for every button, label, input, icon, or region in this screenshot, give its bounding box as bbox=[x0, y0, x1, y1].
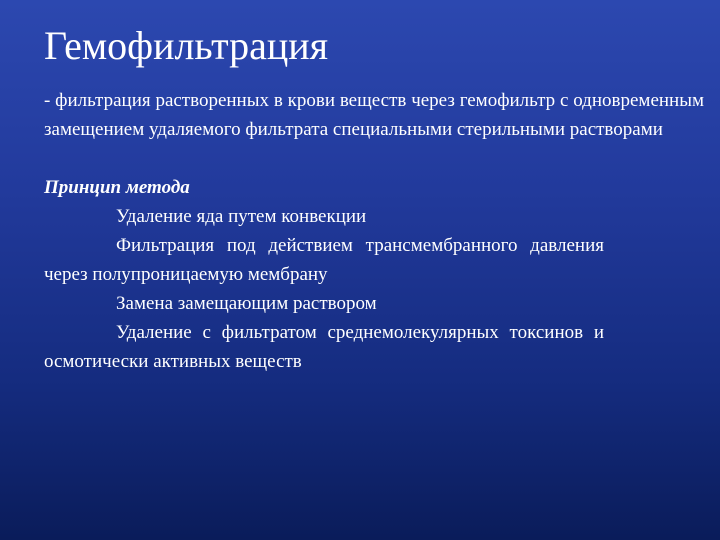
principles-list bbox=[44, 202, 604, 376]
slide-title: Гемофильтрация bbox=[44, 23, 329, 68]
definition-text: - фильтрация растворенных в крови веществ через гемофильтр с одновременным замещением удаляемого фильтрата специальными стерильными растворами bbox=[44, 90, 704, 140]
principle-item-convection: Удаление яда путем конвекции bbox=[116, 206, 367, 227]
principle-item-filtration: Фильтрация под действием трансмембранного давления через полупроницаемую мембрану bbox=[44, 235, 604, 285]
principle-item-replacement: Замена замещающим раствором bbox=[116, 293, 377, 314]
principle-item-toxin-removal: Удаление с фильтратом среднемолекулярных токсинов и осмотически активных веществ bbox=[44, 322, 604, 372]
principle-heading: Принцип метода bbox=[44, 177, 190, 198]
slide-body bbox=[44, 86, 704, 376]
